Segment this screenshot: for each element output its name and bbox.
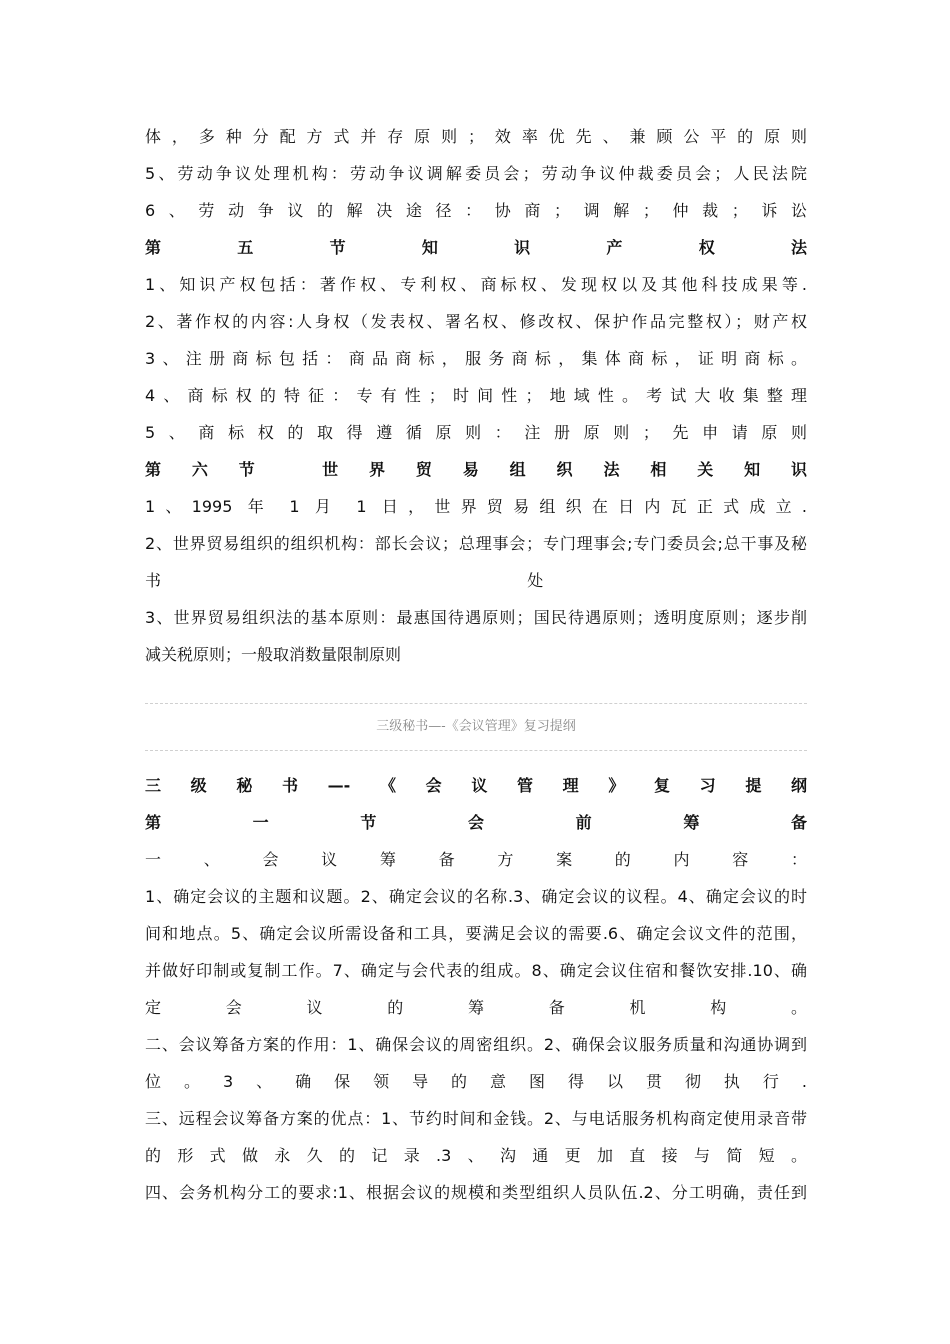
- text-line: 5、劳动争议处理机构：劳动争议调解委员会；劳动争议仲裁委员会；人民法院: [145, 164, 807, 183]
- section-heading: 第一节会前筹备: [145, 813, 807, 832]
- text-line: 1、1995 年 1 月 1 日，世界贸易组织在日内瓦正式成立.: [145, 497, 807, 516]
- text-line: 体，多种分配方式并存原则；效率优先、兼顾公平的原则: [145, 127, 807, 146]
- text-line: 四、会务机构分工的要求:1、根据会议的规模和类型组织人员队伍.2、分工明确，责任到: [145, 1183, 807, 1202]
- text-line: 定会议的筹备机构。: [145, 998, 807, 1017]
- text-line: 的形式做永久的记录.3、沟通更加直接与简短。: [145, 1146, 807, 1165]
- text-line: 3、注册商标包括：商品商标，服务商标，集体商标，证明商标。: [145, 349, 807, 368]
- text-line: 间和地点。5、确定会议所需设备和工具，要满足会议的需要.6、确定会议文件的范围，: [145, 924, 807, 943]
- text-line: 1、确定会议的主题和议题。2、确定会议的名称.3、确定会议的议程。4、确定会议的时: [145, 887, 807, 906]
- text-line: 一、会议筹备方案的内容：: [145, 850, 807, 869]
- text-line: 2、世界贸易组织的组织机构：部长会议；总理事会；专门理事会;专门委员会;总干事及秘: [145, 534, 807, 553]
- page-header-title: 三级秘书—-《会议管理》复习提纲: [376, 719, 576, 734]
- text-line: 3、世界贸易组织法的基本原则：最惠国待遇原则；国民待遇原则；透明度原则；逐步削: [145, 608, 807, 627]
- text-line: 减关税原则；一般取消数量限制原则: [145, 645, 402, 664]
- document-section-2: [145, 767, 807, 1211]
- document-title: 三级秘书—-《会议管理》复习提纲: [145, 776, 807, 795]
- text-line: 1、知识产权包括：著作权、专利权、商标权、发现权以及其他科技成果等.: [145, 275, 807, 294]
- text-line: 书 处: [145, 571, 544, 590]
- section-heading: 第六节 世界贸易组织法相关知识: [145, 460, 807, 479]
- text-line: 二、会议筹备方案的作用：1、确保会议的周密组织。2、确保会议服务质量和沟通协调到: [145, 1035, 807, 1054]
- text-line: 2、著作权的内容:人身权（发表权、署名权、修改权、保护作品完整权）；财产权: [145, 312, 807, 331]
- text-line: 并做好印制或复制工作。7、确定与会代表的组成。8、确定会议住宿和餐饮安排.10、确: [145, 961, 807, 980]
- text-line: 5、商标权的取得遵循原则：注册原则；先申请原则: [145, 423, 807, 442]
- document-section-1: [145, 118, 807, 673]
- text-line: 6、劳动争议的解决途径：协商；调解；仲裁；诉讼: [145, 201, 807, 220]
- text-line: 4、商标权的特征：专有性；时间性；地域性。考试大收集整理: [145, 386, 807, 405]
- text-line: 位。3、确保领导的意图得以贯彻执行.: [145, 1072, 807, 1091]
- section-heading: 第五节知识产权法: [145, 238, 807, 257]
- page-header: [145, 703, 807, 751]
- text-line: 三、远程会议筹备方案的优点：1、节约时间和金钱。2、与电话服务机构商定使用录音带: [145, 1109, 807, 1128]
